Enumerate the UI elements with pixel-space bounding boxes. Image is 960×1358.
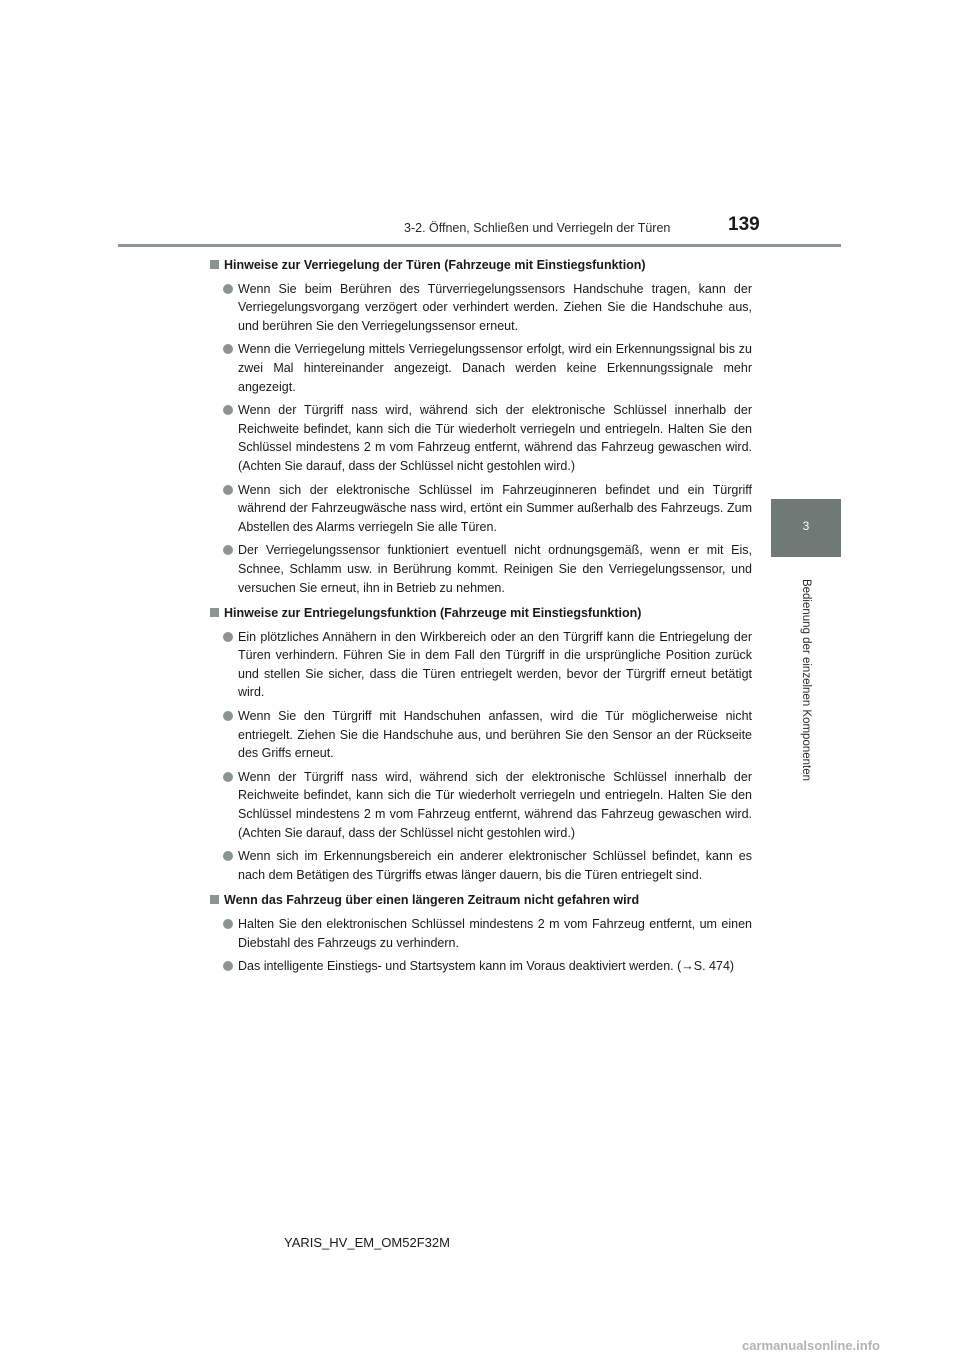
- square-bullet-icon: [210, 608, 219, 617]
- watermark: carmanualsonline.info: [742, 1338, 880, 1353]
- list-item: [210, 707, 752, 763]
- square-bullet-icon: [210, 260, 219, 269]
- circle-bullet-icon: [223, 772, 233, 782]
- section-locking-notes: [210, 256, 752, 597]
- circle-bullet-icon: [223, 405, 233, 415]
- chapter-number: 3: [802, 519, 810, 533]
- manual-code: YARIS_HV_EM_OM52F32M: [284, 1235, 450, 1250]
- circle-bullet-icon: [223, 344, 233, 354]
- list-item-text: Wenn der Türgriff nass wird, während sich der elektronische Schlüssel innerhalb der Reichweite befindet, kann sich die Tür wiederholt verriegeln und entriegeln. Halten Sie den Schlüssel mindestens 2 m vom Fahrzeug entfernt, während das Fahrzeug gewaschen wird. (Achten Sie darauf, dass der Schlüssel nicht gestohlen wird.): [238, 403, 752, 473]
- section-heading: [210, 256, 752, 275]
- circle-bullet-icon: [223, 919, 233, 929]
- list-item-text: Das intelligente Einstiegs- und Startsystem kann im Voraus deaktiviert werden. (→S. 474): [238, 959, 735, 974]
- section-heading-text: Hinweise zur Entriegelungsfunktion (Fahrzeuge mit Einstiegsfunktion): [224, 606, 642, 621]
- circle-bullet-icon: [223, 711, 233, 721]
- list-item-text: Der Verriegelungssensor funktioniert eventuell nicht ordnungsgemäß, wenn er mit Eis, Schnee, Schlamm usw. in Berührung kommt. Reinigen Sie den Verriegelungssensor, und versuchen Sie erneut, ihn in Betrieb zu nehmen.: [238, 543, 752, 595]
- list-item-text: Wenn sich im Erkennungsbereich ein anderer elektronischer Schlüssel befindet, kann es nach dem Betätigen des Türgriffs etwas länger dauern, bis die Türen entriegelt sind.: [238, 849, 752, 882]
- list-item-text: Wenn die Verriegelung mittels Verriegelungssensor erfolgt, wird ein Erkennungssignal bis zu zwei Mal hintereinander angezeigt. Danach werden keine Erkennungssignale mehr angezeigt.: [238, 342, 752, 394]
- circle-bullet-icon: [223, 961, 233, 971]
- list-item: [210, 280, 752, 336]
- list-item: [210, 541, 752, 597]
- circle-bullet-icon: [223, 284, 233, 294]
- list-item: [210, 628, 752, 702]
- page-number: 139: [728, 214, 760, 235]
- list-item: [210, 957, 752, 976]
- chapter-tab[interactable]: [771, 499, 841, 557]
- section-heading-text: Hinweise zur Verriegelung der Türen (Fahrzeuge mit Einstiegsfunktion): [224, 258, 646, 272]
- section-heading: [210, 891, 752, 910]
- section-long-term-parking: [210, 891, 752, 975]
- header-divider: [118, 244, 841, 247]
- list-item-text: Halten Sie den elektronischen Schlüssel mindestens 2 m vom Fahrzeug entfernt, um einen Diebstahl des Fahrzeugs zu verhindern.: [238, 917, 752, 950]
- section-heading: [210, 604, 752, 623]
- square-bullet-icon: [210, 895, 219, 904]
- list-item-text: Wenn Sie den Türgriff mit Handschuhen anfassen, wird die Tür möglicherweise nicht entriegelt. Ziehen Sie die Handschuhe aus, und berühren Sie den Sensor an der Rückseite des Griffs erneut.: [238, 709, 752, 761]
- section-heading-text: Wenn das Fahrzeug über einen längeren Zeitraum nicht gefahren wird: [224, 893, 640, 908]
- list-item: [210, 915, 752, 952]
- circle-bullet-icon: [223, 485, 233, 495]
- list-item: [210, 481, 752, 537]
- list-item-text: Wenn sich der elektronische Schlüssel im Fahrzeuginneren befindet und ein Türgriff während der Fahrzeugwäsche nass wird, ertönt ein Summer außerhalb des Fahrzeugs. Zum Abstellen des Alarms verriegeln Sie alle Türen.: [238, 482, 752, 534]
- list-item-text: Wenn Sie beim Berühren des Türverriegelungssensors Handschuhe tragen, kann der Verriegelungsvorgang verzögert oder verhindert werden. Ziehen Sie die Handschuhe aus, und berühren Sie den Verriegelungssensor erneut.: [238, 281, 752, 333]
- list-item: [210, 847, 752, 884]
- circle-bullet-icon: [223, 632, 233, 642]
- list-item-text: Wenn der Türgriff nass wird, während sich der elektronische Schlüssel innerhalb der Reichweite befindet, kann sich die Tür wiederholt verriegeln und entriegeln. Halten Sie den Schlüssel mindestens 2 m vom Fahrzeug entfernt, während das Fahrzeug gewaschen wird. (Achten Sie darauf, dass der Schlüssel nicht gestohlen wird.): [238, 769, 752, 840]
- list-item: [210, 340, 752, 396]
- list-item: [210, 768, 752, 842]
- page-content: [210, 256, 752, 983]
- list-item-text: Ein plötzliches Annähern in den Wirkbereich oder an den Türgriff kann die Entriegelung der Türen verhindern. Führen Sie in dem Fall den Türgriff in die ursprüngliche Position zurück und stellen Sie sicher, dass die Türen entriegelt werden, bevor der Türgriff erneut betätigt wird.: [238, 629, 752, 700]
- list-item: [210, 401, 752, 475]
- section-unlocking-notes: [210, 604, 752, 884]
- section-title: 3-2. Öffnen, Schließen und Verriegeln der Türen: [404, 221, 671, 235]
- circle-bullet-icon: [223, 545, 233, 555]
- circle-bullet-icon: [223, 851, 233, 861]
- chapter-label-text: Bedienung der einzelnen Komponenten: [800, 578, 812, 782]
